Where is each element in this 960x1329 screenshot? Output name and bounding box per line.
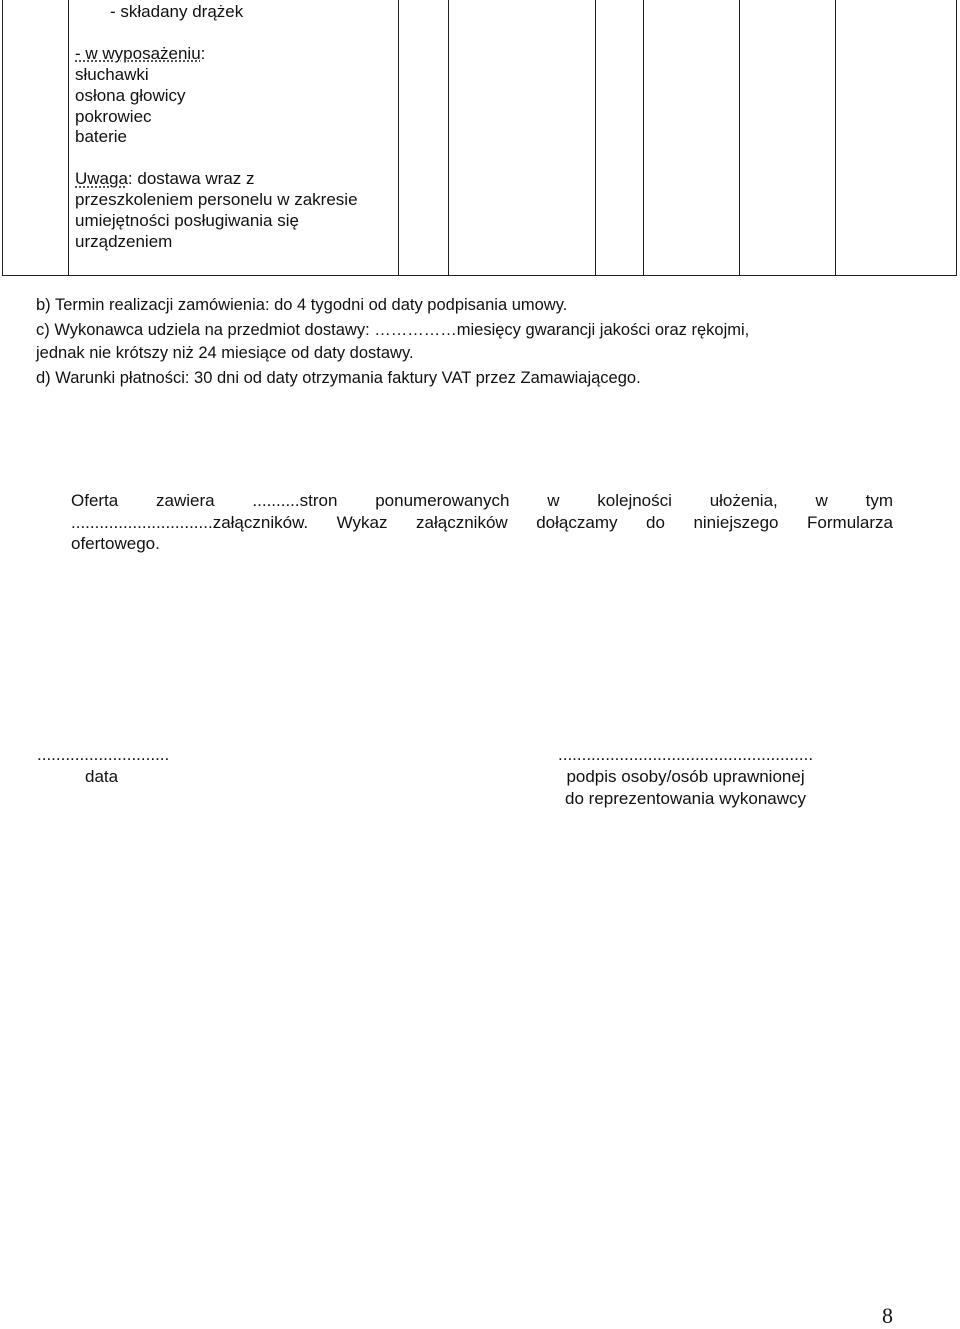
signature-label-line2: do reprezentowania wykonawcy (565, 789, 807, 808)
authorized-signature-block (558, 744, 813, 810)
term-c-line2: jednak nie krótszy niż 24 miesiące od daty dostawy. (36, 344, 414, 362)
date-dots: ............................ (37, 745, 170, 764)
offer-line: Oferta zawiera ..........stron ponumerowanych w kolejności ułożenia, w tym (71, 491, 893, 510)
desc-line: baterie (75, 127, 127, 147)
specification-table (2, 0, 957, 276)
table-cell (740, 0, 836, 276)
desc-underlined-text: Uwaga (75, 169, 128, 189)
table-cell-description: - składany drążek - w wyposażeniu: słuchawki osłona głowicy pokrowiec baterie Uwaga: dostawa wraz z przeszkoleniem personelu w zakresie umiejętności posługiwania się urządzeniem (69, 0, 399, 276)
term-b: b) Termin realizacji zamówienia: do 4 tygodni od daty podpisania umowy. (36, 296, 568, 314)
date-signature-block (37, 744, 169, 788)
desc-line: - składany drążek (110, 2, 244, 21)
signature-label-line1: podpis osoby/osób uprawnionej (566, 767, 805, 786)
offer-line: ofertowego. (71, 534, 160, 553)
desc-line: umiejętności posługiwania się (75, 211, 299, 231)
desc-line: słuchawki (75, 64, 149, 84)
signature-dots: ...................................................... (558, 745, 814, 764)
table-cell (399, 0, 449, 276)
table-cell (644, 0, 740, 276)
date-label: data (85, 767, 119, 786)
desc-line: przeszkoleniem personelu w zakresie (75, 190, 358, 210)
table-cell (449, 0, 596, 276)
table-cell-lp (3, 0, 69, 276)
desc-line: osłona głowicy (75, 85, 186, 105)
offer-paragraph (71, 490, 893, 555)
offer-line: ..............................załączników. Wykaz załączników dołączamy do niniejszego Formularza (71, 512, 893, 532)
term-c-line1: c) Wykonawca udziela na przedmiot dostawy: ……………miesięcy gwarancji jakości oraz rękojmi, (36, 321, 750, 339)
desc-line: pokrowiec (75, 106, 152, 126)
term-d: d) Warunki płatności: 30 dni od daty otrzymania faktury VAT przez Zamawiającego. (36, 369, 641, 387)
page-number: 8 (882, 1303, 893, 1328)
desc-underlined-text: - w wyposażeniu (75, 43, 201, 63)
table-cell (596, 0, 644, 276)
desc-line: urządzeniem (75, 231, 173, 251)
table-cell (836, 0, 957, 276)
